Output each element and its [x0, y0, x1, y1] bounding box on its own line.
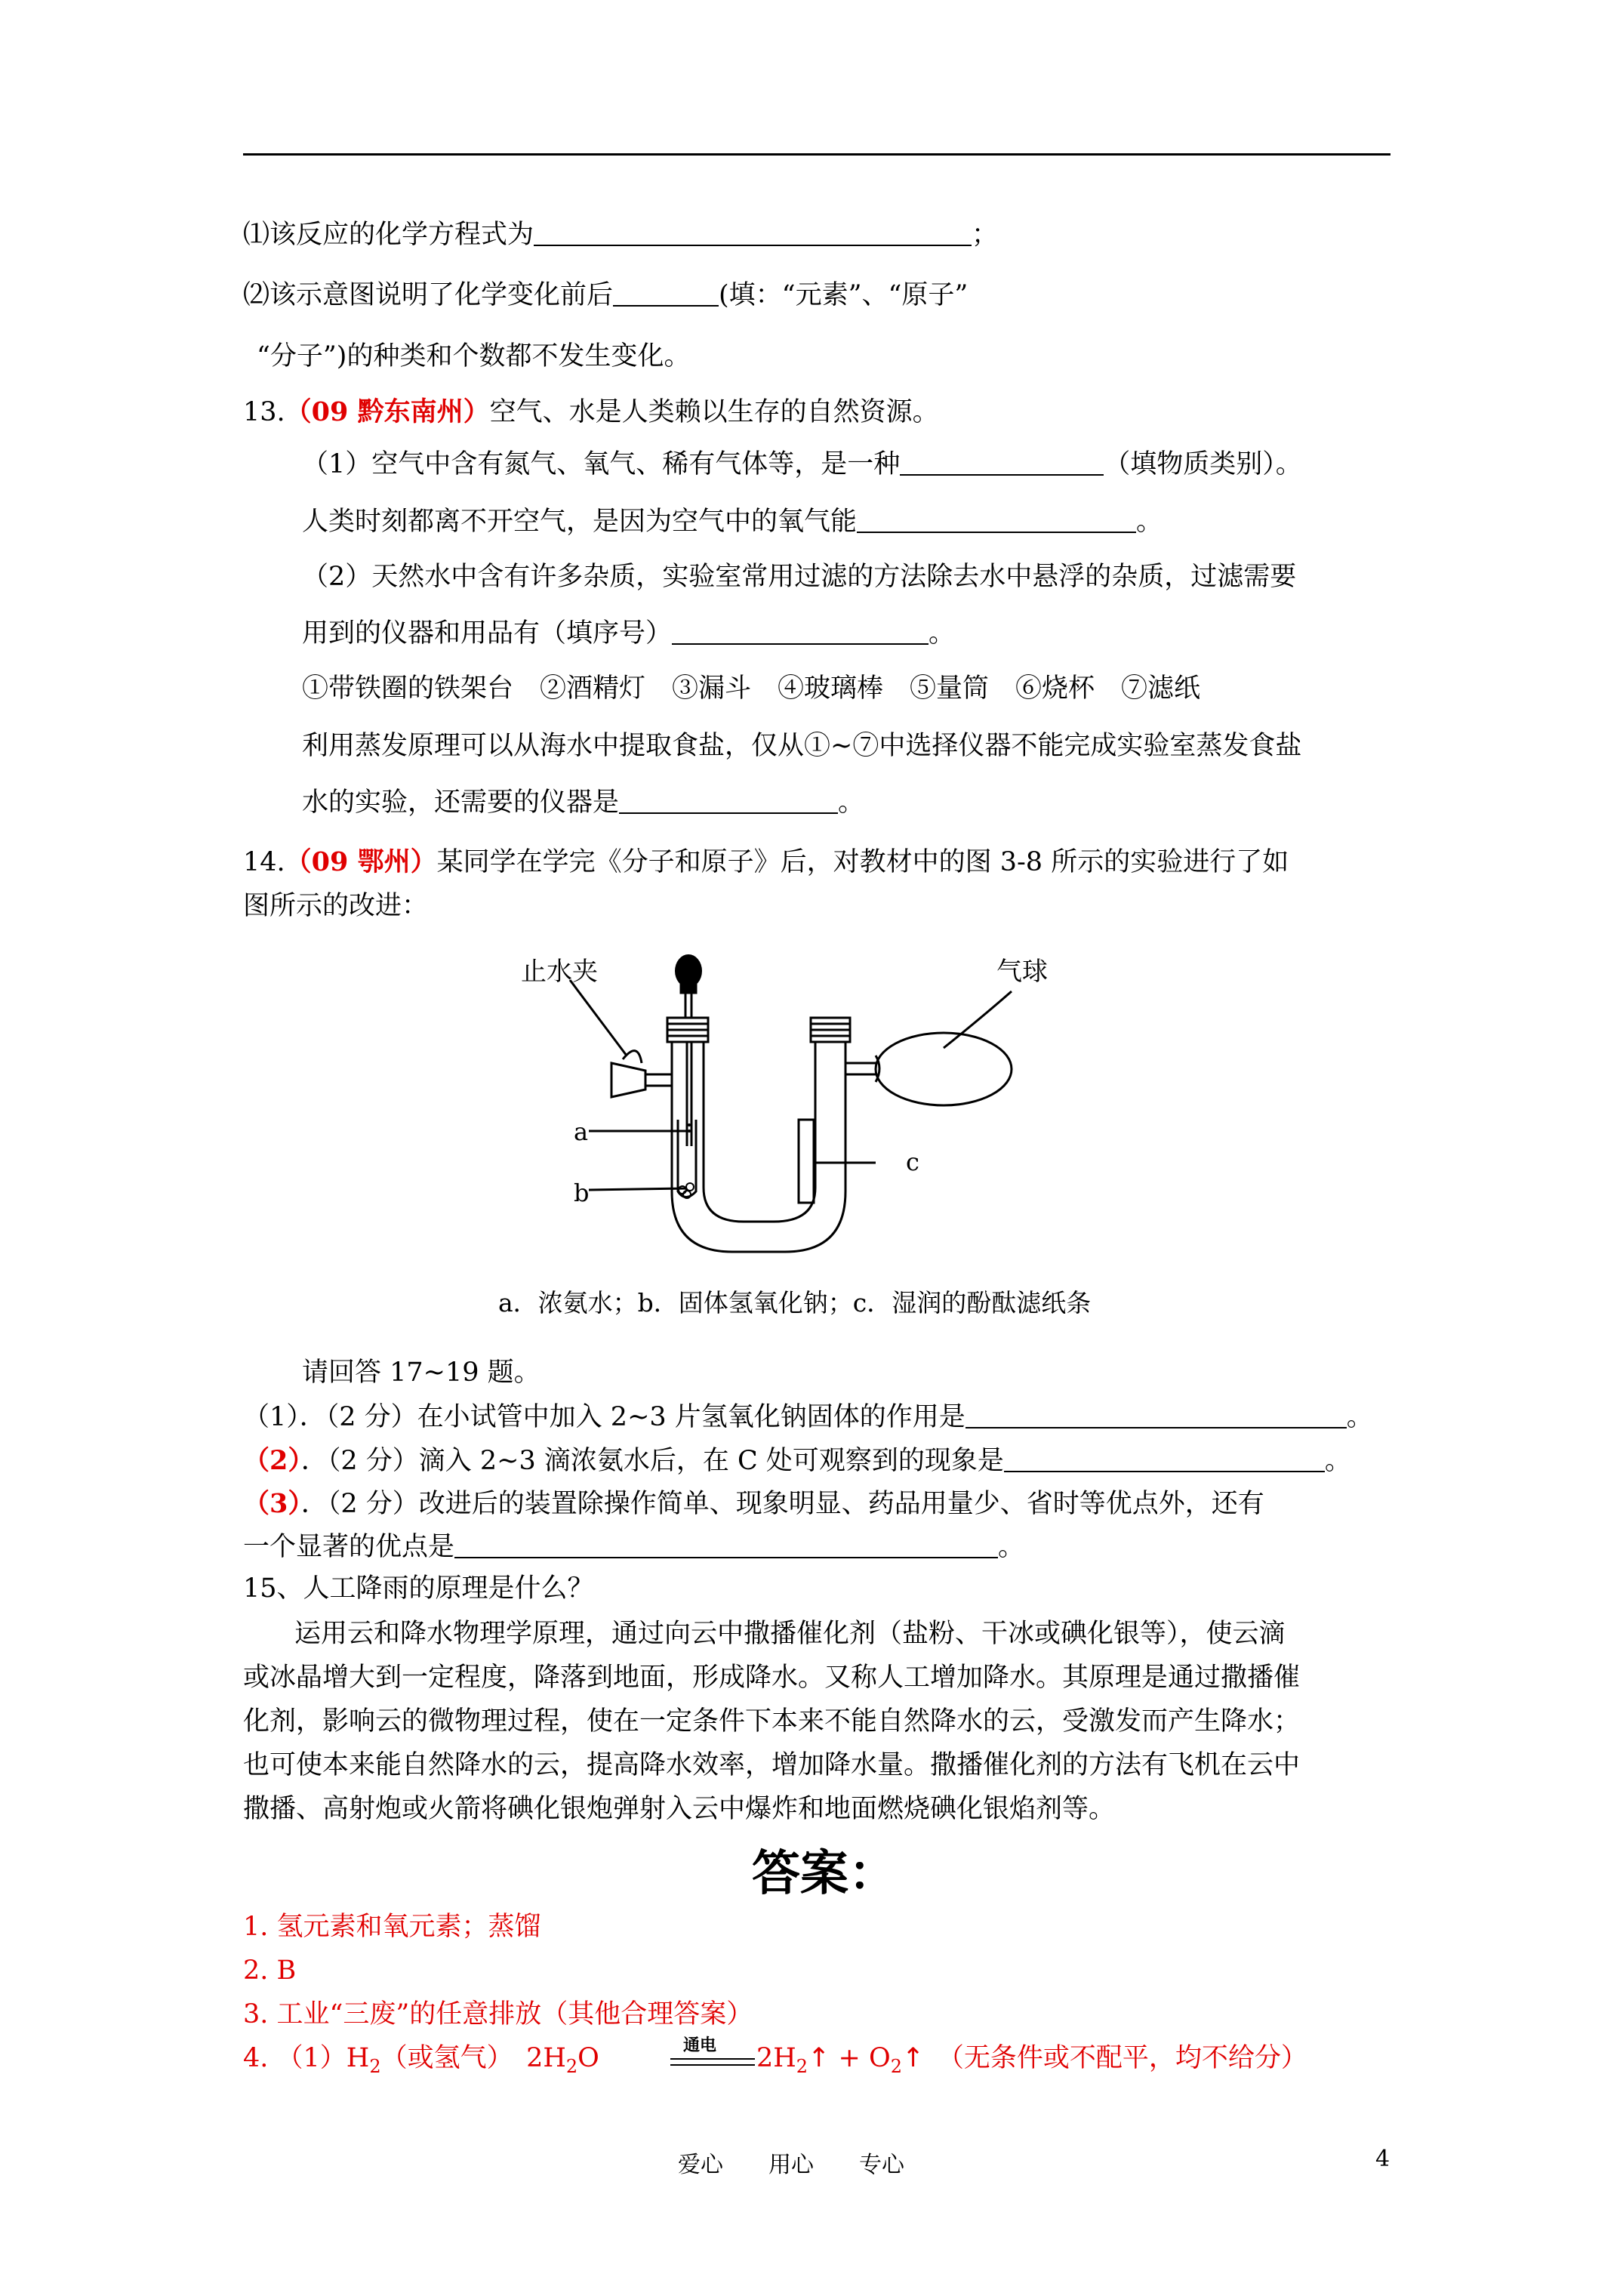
q13-part2-line2: 用到的仪器和用品有（填序号） 。	[302, 618, 956, 649]
question-source: （09 黔东南州）	[285, 396, 490, 427]
u-tube-apparatus-diagram	[483, 950, 1163, 1259]
answer-4-products: $2H_2↑$ + $O_2↑$ （无条件或不配平，均不给分）	[756, 2043, 1307, 2077]
q13-part1b: 人类时刻都离不开空气，是因为空气中的氧气能 。	[302, 507, 1163, 537]
q13-part3-line1: 利用蒸发原理可以从海水中提取食盐，仅从①~⑦中选择仪器不能完成实验室蒸发食盐	[302, 731, 1302, 761]
answer-blank[interactable]	[534, 219, 972, 246]
q14-sub2: （2）．（2 分）滴入 2~3 滴浓氨水后，在 C 处可观察到的现象是 。	[243, 1445, 1351, 1476]
q15-line: 运用云和降水物理学原理，通过向云中撒播催化剂（盐粉、干冰或碘化银等），使云滴	[294, 1619, 1286, 1649]
answer-2: 2. B	[243, 1955, 297, 1986]
balloon	[876, 1033, 1012, 1105]
page-number: 4	[1375, 2146, 1390, 2172]
q12-part2: ⑵该示意图说明了化学变化前后 (填：“元素”、“原子”	[243, 280, 969, 310]
q13-options: ①带铁圈的铁架台 ②酒精灯 ③漏斗 ④玻璃棒 ⑤量筒 ⑥烧杯 ⑦滤纸	[302, 673, 1201, 704]
answer-blank[interactable]	[965, 1401, 1347, 1428]
q14-sub1: （1）．（2 分）在小试管中加入 2~3 片氢氧化钠固体的作用是 。	[243, 1402, 1373, 1432]
answer-blank[interactable]	[672, 618, 929, 645]
answer-blank[interactable]	[619, 787, 838, 814]
dropper-bulb	[675, 954, 702, 988]
answer-4: 4. $(1)H_2$（或氢气） $2H_2O$	[243, 2043, 599, 2077]
q14-stem-line2: 图所示的改进：	[243, 891, 429, 921]
reaction-equals-line	[670, 2058, 755, 2060]
u-tube-outer	[672, 1040, 845, 1252]
answer-blank[interactable]	[1004, 1445, 1325, 1472]
filter-paper-strip	[799, 1120, 814, 1203]
label-balloon: 气球	[996, 957, 1048, 987]
q15-question: 15、人工降雨的原理是什么？	[243, 1573, 594, 1604]
q14-sub3-line2: 一个显著的优点是 。	[243, 1532, 1025, 1562]
diagram-caption: a．浓氨水；b．固体氢氧化钠；c．湿润的酚酞滤纸条	[498, 1288, 1092, 1318]
label-a: a	[574, 1117, 589, 1146]
q15-line: 或冰晶增大到一定程度，降落到地面，形成降水。又称人工增加降水。其原理是通过撒播催	[243, 1663, 1301, 1693]
answer-blank[interactable]	[857, 506, 1136, 533]
answers-title: 答案：	[752, 1846, 897, 1902]
reaction-equals-line	[670, 2064, 755, 2066]
answer-3: 3. 工业“三废”的任意排放（其他合理答案）	[243, 1999, 753, 2029]
label-c: c	[906, 1148, 919, 1176]
q13-part3-line2: 水的实验，还需要的仪器是 。	[302, 787, 865, 818]
header-rule	[243, 153, 1390, 156]
q12-part2-line2: “分子”)的种类和个数都不发生变化。	[257, 341, 691, 371]
q13-part1: （1）空气中含有氮气、氧气、稀有气体等，是一种 （填物质类别）。	[302, 449, 1302, 479]
q15-line: 撒播、高射炮或火箭将碘化银炮弹射入云中爆炸和地面燃烧碘化银焰剂等。	[243, 1794, 1116, 1824]
answer-blank[interactable]	[900, 448, 1104, 476]
footer-motto: 爱心 用心 专心	[678, 2152, 904, 2178]
balloon-leader-line	[944, 991, 1012, 1048]
reaction-condition: 通电	[683, 2036, 717, 2055]
question-source: （09 鄂州）	[285, 846, 437, 877]
q15-line: 也可使本来能自然降水的云，提高降水效率，增加降水量。撒播催化剂的方法有飞机在云中	[243, 1750, 1301, 1780]
label-b: b	[574, 1179, 590, 1207]
q14-sub3: （3）．（2 分）改进后的装置除操作简单、现象明显、药品用量少、省时等优点外，还有	[243, 1488, 1264, 1519]
q12-part1: ⑴该反应的化学方程式为 ；	[243, 220, 999, 250]
q13-part2-line1: （2）天然水中含有许多杂质，实验室常用过滤的方法除去水中悬浮的杂质，过滤需要	[302, 562, 1297, 592]
answer-blank[interactable]	[613, 279, 719, 307]
clamp-leader-line	[570, 980, 627, 1056]
q13-stem: 13.（09 黔东南州）空气、水是人类赖以生存的自然资源。	[243, 396, 939, 427]
label-clamp: 止水夹	[521, 957, 598, 987]
q15-line: 化剂，影响云的微物理过程，使在一定条件下本来不能自然降水的云，受激发而产生降水；	[243, 1706, 1301, 1737]
answer-1: 1. 氢元素和氧元素；蒸馏	[243, 1912, 541, 1942]
q14-instruction: 请回答 17~19 题。	[302, 1358, 540, 1388]
q14-stem: 14.（09 鄂州）某同学在学完《分子和原子》后，对教材中的图 3-8 所示的实验进行了如	[243, 846, 1289, 877]
answer-blank[interactable]	[454, 1531, 998, 1558]
water-clamp	[611, 1063, 645, 1097]
